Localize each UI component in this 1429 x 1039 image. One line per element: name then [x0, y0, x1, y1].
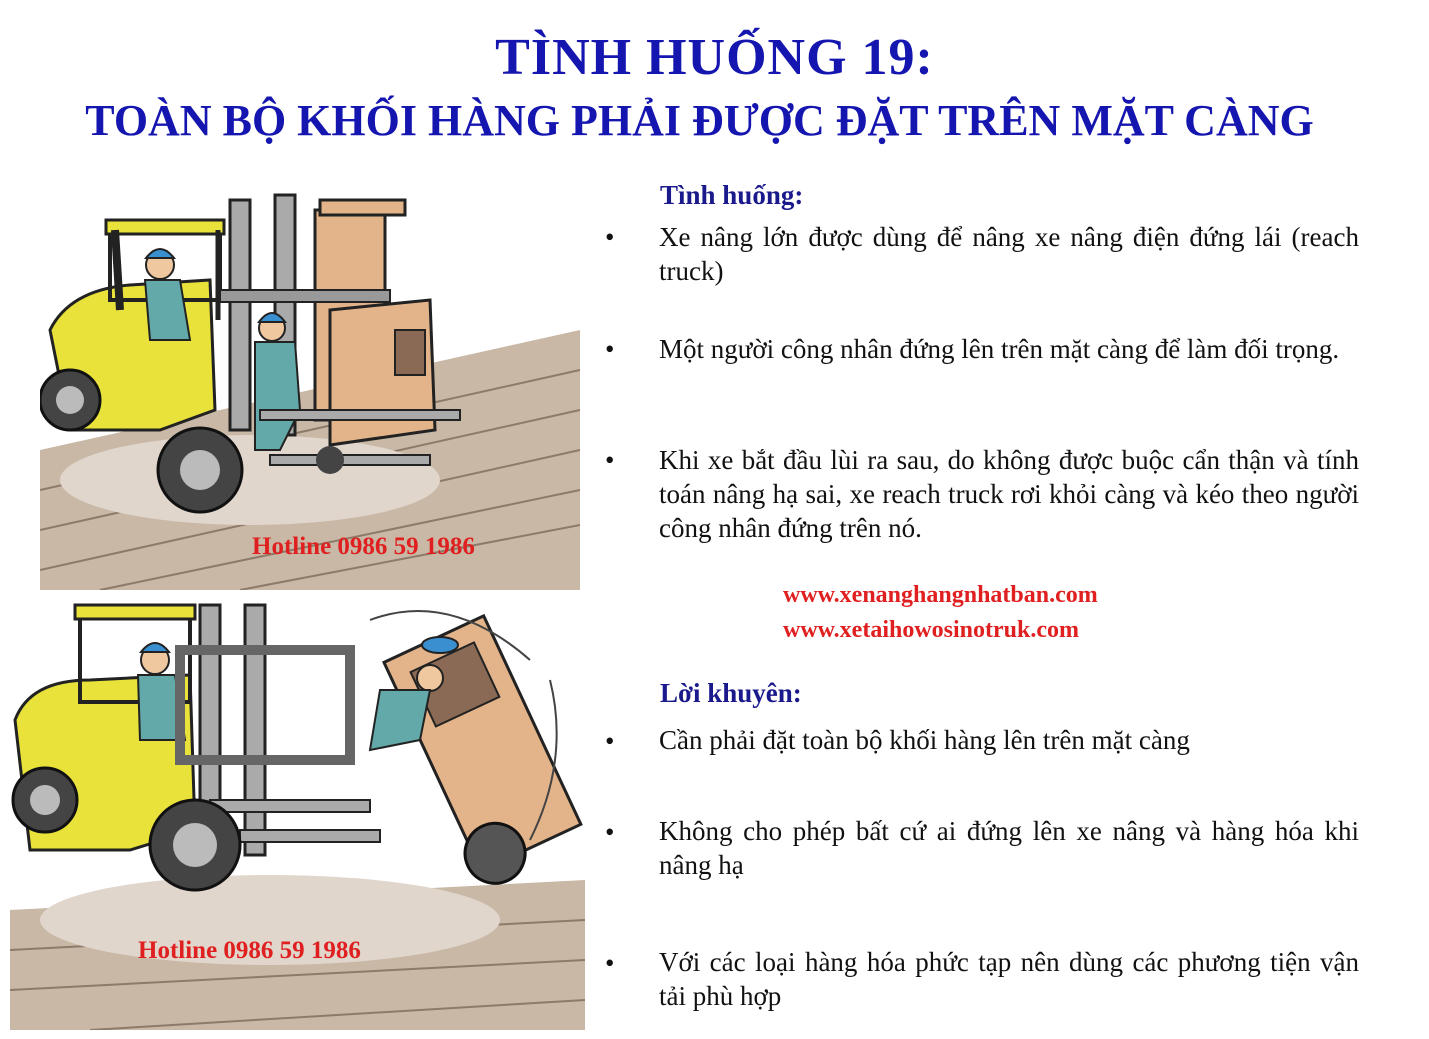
bullet-icon: •: [605, 445, 615, 475]
hotline-text-1: Hotline 0986 59 1986: [252, 533, 475, 560]
website-link-2[interactable]: www.xetaihowosinotruk.com: [783, 617, 1080, 643]
website-link-1[interactable]: www.xenanghangnhatban.com: [783, 582, 1098, 608]
advice-item: Cần phải đặt toàn bộ khối hàng lên trên mặt càng: [659, 725, 1190, 755]
bullet-icon: •: [605, 817, 615, 847]
bullet-icon: •: [605, 334, 615, 364]
advice-item: Với các loại hàng hóa phức tạp nên dùng các phương tiện vận tải phù hợp: [659, 947, 1359, 1011]
hotline-text-2: Hotline 0986 59 1986: [138, 937, 361, 964]
situation-item: Xe nâng lớn được dùng để nâng xe nâng điện đứng lái (reach truck): [659, 222, 1359, 286]
forklift-lifting-illustration: [40, 180, 580, 590]
reach-truck-falling-illustration: [10, 600, 585, 1030]
situation-item: Một người công nhân đứng lên trên mặt càng để làm đối trọng.: [659, 334, 1340, 364]
situation-item: Khi xe bắt đầu lùi ra sau, do không được buộc cẩn thận và tính toán nâng hạ sai, xe reach truck rơi khỏi càng và kéo theo người công nhân đứng trên nó.: [659, 445, 1359, 543]
advice-heading: Lời khuyên:: [660, 678, 802, 708]
situation-heading: Tình huống:: [660, 180, 804, 210]
bullet-icon: •: [605, 222, 615, 252]
title-line-1: TÌNH HUỐNG 19:: [495, 29, 934, 86]
bullet-icon: •: [605, 948, 615, 978]
bullet-icon: •: [605, 726, 615, 756]
advice-item: Không cho phép bất cứ ai đứng lên xe nâng và hàng hóa khi nâng hạ: [659, 816, 1359, 880]
title-line-2: TOÀN BỘ KHỐI HÀNG PHẢI ĐƯỢC ĐẶT TRÊN MẶT CÀNG: [85, 96, 1314, 145]
